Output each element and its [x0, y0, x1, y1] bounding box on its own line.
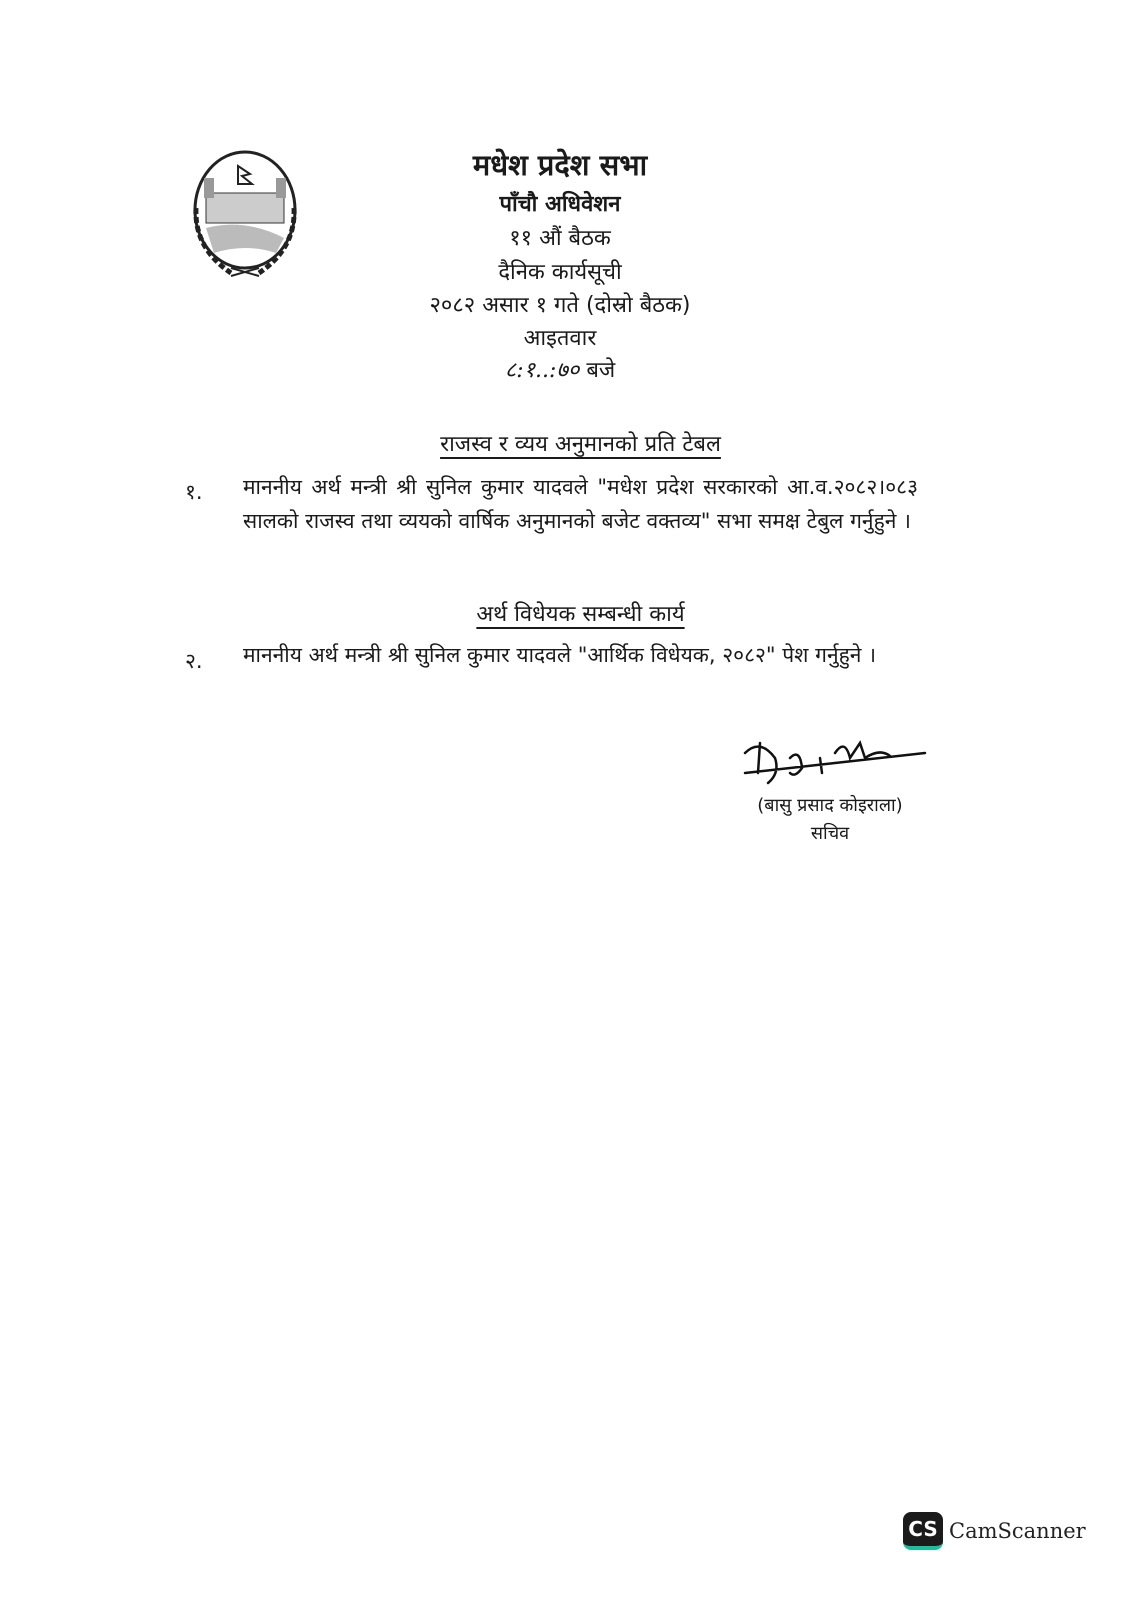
meeting-day: आइतवार [523, 326, 597, 351]
signature [740, 728, 930, 793]
item-number-2: २. [185, 649, 203, 673]
meeting-date: २०८२ असार १ गते (दोस्रो बैठक) [429, 293, 691, 318]
meeting-number: ११ औं बैठक [509, 226, 611, 251]
signatory-title: सचिव [810, 823, 850, 844]
agenda-item-2: माननीय अर्थ मन्त्री श्री सुनिल कुमार यादवले "आर्थिक विधेयक, २०८२" पेश गर्नुहुने । [243, 643, 877, 667]
signatory-name: (बासु प्रसाद कोइराला) [757, 795, 903, 816]
section-heading-2: अर्थ विधेयक सम्बन्धी कार्य [476, 602, 685, 627]
session-name: पाँचौ अधिवेशन [499, 192, 621, 217]
camscanner-text: CamScanner [949, 1519, 1086, 1543]
handwritten-time: ८:१..:७० [504, 358, 587, 383]
item-number-1: १. [185, 480, 203, 504]
camscanner-logo-icon: CS [903, 1512, 943, 1550]
assembly-name: मधेश प्रदेश सभा [472, 148, 648, 182]
doc-type: दैनिक कार्यसूची [498, 260, 622, 285]
emblem [186, 148, 304, 283]
section-heading-1: राजस्व र व्यय अनुमानको प्रति टेबल [440, 432, 721, 457]
agenda-item-1: माननीय अर्थ मन्त्री श्री सुनिल कुमार यादवले "मधेश प्रदेश सरकारको आ.व.२०८२।०८३ सालको राजस्व तथा व्ययको वार्षिक अनुमानको बजेट वक्तव्य" सभा समक्ष टेबुल गर्नुहुने । [243, 475, 918, 533]
meeting-time [350, 354, 770, 384]
camscanner-watermark [903, 1512, 1086, 1550]
time-suffix: बजे [586, 358, 616, 383]
